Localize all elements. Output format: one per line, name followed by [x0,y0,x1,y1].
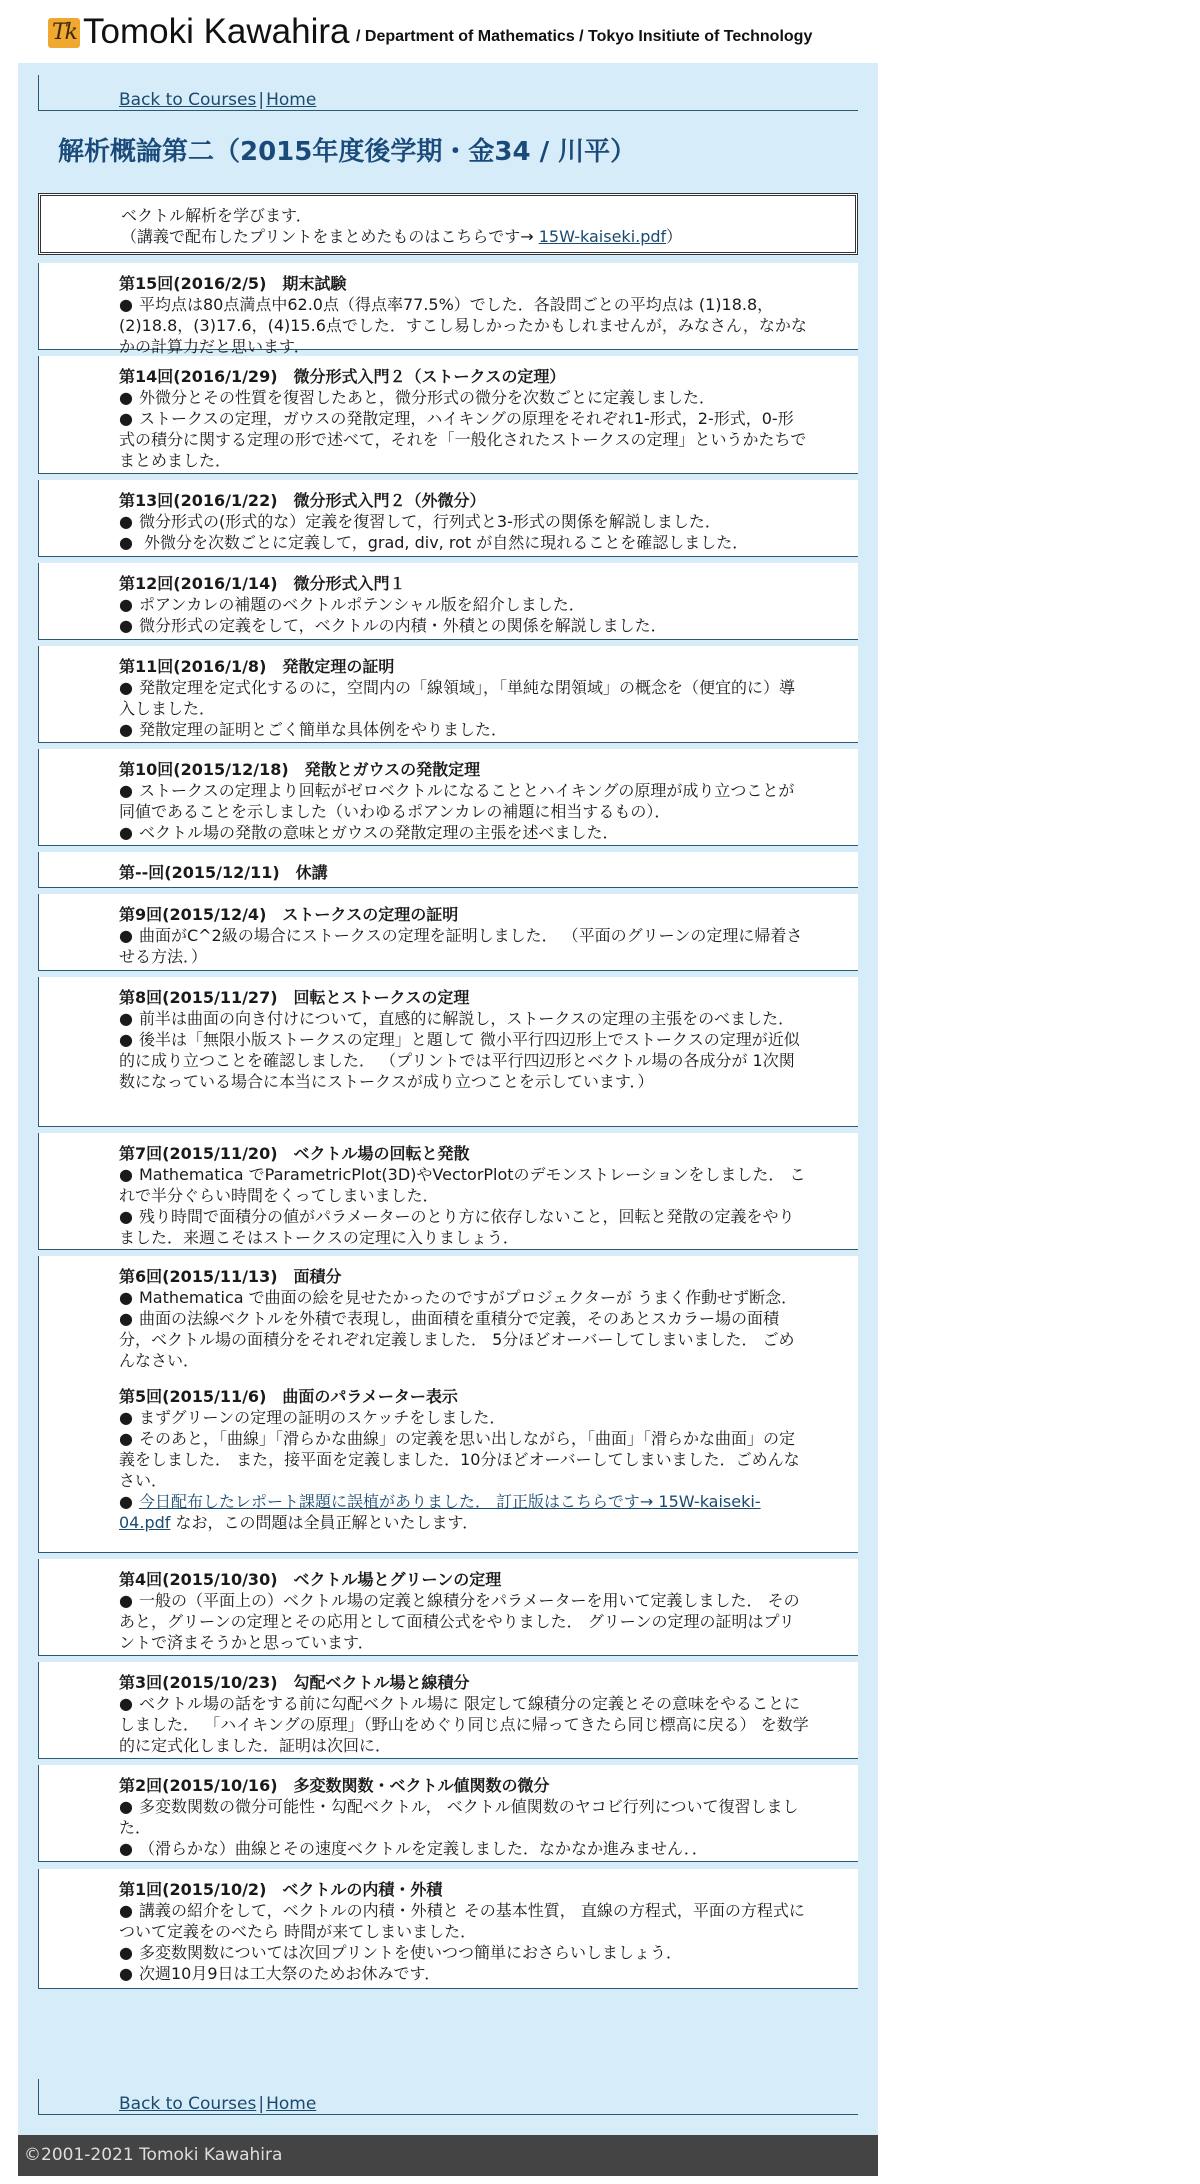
bullet-icon: ● [119,1492,133,1511]
lecture-entry [38,563,858,640]
intro-line2-prefix: （講義で配布したプリントをまとめたものはこちらです→ [121,227,539,246]
bullet-text: 前半は曲面の向き付けについて，直感的に解説し，ストークスの定理の主張をのべました． [138,1009,795,1028]
lecture-bullet [119,294,809,357]
lecture-bullet [119,1407,809,1428]
lecture-entry [38,480,858,557]
lecture-bullet [119,1164,809,1206]
nav-separator: | [258,90,265,110]
bullet-icon: ● [119,616,133,635]
lecture-title: 第13回(2016/1/22) 微分形式入門２（外微分） [119,491,486,510]
bullet-text: なお，この問題は全員正解といたします． [170,1513,479,1532]
intro-line1: ベクトル解析を学びます． [121,206,312,225]
bullet-icon: ● [119,1943,133,1962]
lecture-bullet [119,408,809,471]
bullet-text: ベクトル場の発散の意味とガウスの発散定理の主張を述べました． [138,823,619,842]
lecture-title: 第8回(2015/11/27) 回転とストークスの定理 [119,988,470,1007]
lecture-bullet [119,1287,809,1308]
bullet-icon: ● [119,781,133,800]
lecture-entry [38,894,858,971]
bullet-icon: ● [119,1839,133,1858]
nav-bottom [38,2079,858,2115]
bullet-icon: ● [119,1429,133,1448]
bullet-text: 残り時間で面積分の値がパラメーターのとり方に依存しないこと，回転と発散の定義をやりました．来週こそはストークスの定理に入りましょう． [119,1207,795,1247]
bullet-text: そのあと，「曲線」「滑らかな曲線」の定義を思い出しながら，「曲面」「滑らかな曲面」の定義をしました． また，接平面を定義しました．10分ほどオーバーしてしまいました．ごめんなさい． [119,1429,800,1490]
lecture-bullet [119,1491,809,1533]
bullet-icon: ● [119,1207,133,1226]
content-panel [18,63,878,2135]
lecture-bullet [119,511,809,532]
lecture-entry [38,1765,858,1862]
lecture-title: 第2回(2015/10/16) 多変数関数・ベクトル値関数の微分 [119,1776,550,1795]
lecture-bullet [119,594,809,615]
lecture-title: 第6回(2015/11/13) 面積分 [119,1267,342,1286]
bullet-text: ストークスの定理より回転がゼロベクトルになることとハイキングの原理が成り立つことが同値であることを示しました（いわゆるポアンカレの補題に相当するもの）． [119,781,795,821]
site-footer: ©2001-2021 Tomoki Kawahira [18,2135,878,2176]
lecture-bullet [119,925,809,967]
bullet-text: 曲面の法線ベクトルを外積で表現し，曲面積を重積分で定義，そのあとスカラー場の面積分，ベクトル場の面積分をそれぞれ定義しました． 5分ほどオーバーしてしまいました． ごめんなさい． [119,1309,795,1370]
bullet-text: 後半は「無限小版ストークスの定理」と題して 微小平行四辺形上でストークスの定理が近似的に成り立つことを確認しました． （プリントでは平行四辺形とベクトル場の各成分が 1次関数になっている場合に本当にストークスが成り立つことを示しています．） [119,1030,800,1091]
bullet-icon: ● [119,295,133,314]
bullet-icon: ● [119,1797,133,1816]
lecture-title: 第3回(2015/10/23) 勾配ベクトル場と線積分 [119,1673,470,1692]
bullet-icon: ● [119,1009,133,1028]
back-to-courses-link-bottom[interactable]: Back to Courses [119,2094,257,2114]
lecture-bullet [119,1796,809,1838]
bullet-text: 微分形式の定義をして，ベクトルの内積・外積との関係を解説しました． [138,616,667,635]
lecture-title: 第11回(2016/1/8) 発散定理の証明 [119,657,395,676]
bullet-icon: ● [119,533,133,552]
intro-line2 [121,226,811,247]
lecture-bullet [119,780,809,822]
kaiseki-pdf-link[interactable]: 15W-kaiseki.pdf [538,227,667,246]
bullet-text: Mathematica でParametricPlot(3D)やVectorPlotのデモンストレーションをしました． これで半分ぐらい時間をくってしまいました． [119,1165,806,1205]
lecture-title: 第--回(2015/12/11) 休講 [119,863,328,882]
bullet-icon: ● [119,1591,133,1610]
bullet-text: 一般の（平面上の）ベクトル場の定義と線積分をパラメーターを用いて定義しました． そのあと，グリーンの定理とその応用として面積公式をやりました． グリーンの定理の証明はプリントで済まそうかと思っています． [119,1591,800,1652]
lecture-entry [38,1376,858,1553]
bullet-icon: ● [119,595,133,614]
bullet-text: 外微分とその性質を復習したあと，微分形式の微分を次数ごとに定義しました． [138,388,715,407]
lecture-bullet [119,1838,809,1859]
intro-line2-suffix: ） [666,227,683,246]
site-subtitle: / Department of Mathematics / Tokyo Insitiute of Technology [356,28,813,45]
bullet-icon: ● [119,823,133,842]
bullet-icon: ● [119,1901,133,1920]
bullet-text: 次週10月9日は工大祭のためお休みです． [138,1964,441,1983]
bullet-icon: ● [119,388,133,407]
site-name[interactable]: Tomoki Kawahira [83,12,350,51]
intro-box [38,193,858,255]
lecture-entry [38,1256,858,1380]
lecture-entry [38,1133,858,1250]
lecture-title: 第15回(2016/2/5) 期末試験 [119,274,347,293]
lecture-entry [38,263,858,356]
bullet-icon: ● [119,1964,133,1983]
lecture-bullet [119,719,809,740]
lecture-entry [38,977,858,1127]
lecture-bullet [119,387,809,408]
lecture-bullet [119,1900,809,1942]
bullet-icon: ● [119,720,133,739]
bullet-icon: ● [119,1030,133,1049]
home-link[interactable]: Home [266,90,317,110]
bullet-text: 外微分を次数ごとに定義して，grad, div, rot が自然に現れることを確認しました． [138,533,749,552]
bullet-icon: ● [119,512,133,531]
lecture-title: 第14回(2016/1/29) 微分形式入門２（ストークスの定理） [119,367,566,386]
lecture-entry [38,852,858,888]
lecture-title: 第10回(2015/12/18) 発散とガウスの発散定理 [119,760,481,779]
bullet-icon: ● [119,1694,133,1713]
lecture-entry [38,1559,858,1656]
lecture-title: 第5回(2015/11/6) 曲面のパラメーター表示 [119,1387,458,1406]
lecture-bullet [119,1590,809,1653]
erratum-link[interactable]: 今日配布したレポート課題に誤植がありました． 訂正版はこちらです→ 15W-kaiseki-04.pdf [119,1492,761,1532]
bullet-text: 多変数関数の微分可能性・勾配ベクトル， ベクトル値関数のヤコビ行列について復習しました． [119,1797,799,1837]
bullet-icon: ● [119,1288,133,1307]
lecture-title: 第1回(2015/10/2) ベクトルの内積・外積 [119,1880,443,1899]
bullet-text: 平均点は80点満点中62.0点（得点率77.5%）でした．各設問ごとの平均点は (1)18.8，(2)18.8，(3)17.6，(4)15.6点でした．すこし易しかったかもしれませんが，みなさん，なかなかの計算力だと思います． [119,295,807,356]
lecture-title: 第7回(2015/11/20) ベクトル場の回転と発散 [119,1144,470,1163]
lecture-entry [38,646,858,743]
bullet-text: 多変数関数については次回プリントを使いつつ簡単におさらいしましょう． [138,1943,683,1962]
lecture-bullet [119,532,809,553]
bullet-text: Mathematica で曲面の絵を見せたかったのですがプロジェクターが うまく作動せず断念． [138,1288,798,1307]
lecture-bullet [119,677,809,719]
bullet-text: 発散定理を定式化するのに，空間内の「線領域」，「単純な閉領域」の概念を（便宜的に）導入しました． [119,678,795,718]
bullet-icon: ● [119,1408,133,1427]
bullet-icon: ● [119,678,133,697]
lecture-title: 第4回(2015/10/30) ベクトル場とグリーンの定理 [119,1570,502,1589]
bullet-text: 発散定理の証明とごく簡単な具体例をやりました． [138,720,507,739]
bullet-icon: ● [119,1165,133,1184]
bullet-text: 曲面がC^2級の場合にストークスの定理を証明しました． （平面のグリーンの定理に帰着させる方法．） [119,926,803,966]
lecture-bullet [119,1942,809,1963]
bullet-icon: ● [119,409,133,428]
lecture-bullet [119,822,809,843]
lecture-bullet [119,1008,809,1029]
nav-top [38,75,858,111]
bullet-icon: ● [119,926,133,945]
back-to-courses-link[interactable]: Back to Courses [119,90,257,110]
lecture-entry [38,356,858,474]
lecture-bullet [119,1963,809,1984]
bullet-text: ポアンカレの補題のベクトルポテンシャル版を紹介しました． [138,595,585,614]
lecture-title: 第9回(2015/12/4) ストークスの定理の証明 [119,905,459,924]
lecture-bullet [119,1428,809,1491]
page-title: 解析概論第二（2015年度後学期・金34 / 川平） [58,137,637,167]
lecture-title: 第12回(2016/1/14) 微分形式入門１ [119,574,406,593]
site-logo[interactable]: Tk [48,18,80,48]
nav-separator-bottom: | [258,2094,265,2114]
site-header [0,0,1200,62]
lecture-bullet [119,1029,809,1092]
lecture-entry [38,1869,858,1989]
bullet-text: 微分形式の(形式的な）定義を復習して，行列式と3-形式の関係を解説しました． [138,512,721,531]
home-link-bottom[interactable]: Home [266,2094,317,2114]
lecture-bullet [119,1308,809,1371]
bullet-text: 講義の紹介をして，ベクトルの内積・外積と その基本性質， 直線の方程式，平面の方程式について定義をのべたら 時間が来てしまいました． [119,1901,805,1941]
bullet-text: （滑らかな）曲線とその速度ベクトルを定義しました．なかなか進みません．． [138,1839,708,1858]
bullet-text: ベクトル場の話をする前に勾配ベクトル場に 限定して線積分の定義とその意味をやることにしました． 「ハイキングの原理」（野山をめぐり同じ点に帰ってきたら同じ標高に戻る） を数学的に定式化しました．証明は次回に． [119,1694,809,1755]
bullet-text: ストークスの定理，ガウスの発散定理，ハイキングの原理をそれぞれ1-形式，2-形式，0-形式の積分に関する定理の形で述べて，それを「一般化されたストークスの定理」というかたちでまとめました． [119,409,807,470]
bullet-text: まずグリーンの定理の証明のスケッチをしました． [138,1408,506,1427]
lecture-bullet [119,615,809,636]
lecture-entry [38,1662,858,1759]
lecture-bullet [119,1206,809,1248]
bullet-icon: ● [119,1309,133,1328]
lecture-entry [38,749,858,846]
lecture-bullet [119,1693,809,1756]
